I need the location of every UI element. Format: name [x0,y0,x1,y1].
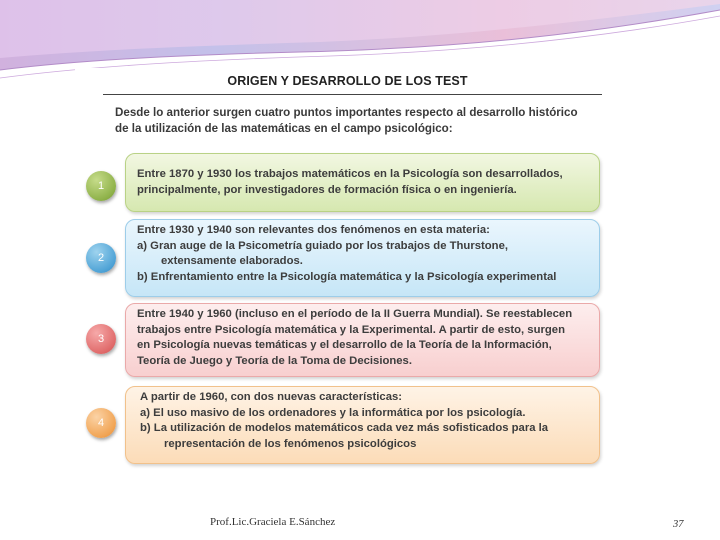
intro-text [115,105,615,137]
timeline-text-box [125,303,600,377]
title-underline [103,94,602,95]
timeline-text-box [125,219,600,297]
step-number-badge: 4 [86,408,116,438]
footer-author: Prof.Lic.Graciela E.Sánchez [210,516,336,528]
box-line: extensamente elaborados. [161,255,303,267]
timeline-text-box [125,386,600,464]
slide-title: ORIGEN Y DESARROLLO DE LOS TEST [227,74,468,88]
page-number: 37 [673,519,684,530]
box-line: a) Gran auge de la Psicometría guiado por los trabajos de Thurstone, [137,239,508,252]
box-line: Entre 1930 y 1940 son relevantes dos fenómenos en esta materia: [137,224,490,236]
intro-line: Desde lo anterior surgen cuatro puntos importantes respecto al desarrollo histórico [115,106,578,119]
box-line: b) Enfrentamiento entre la Psicología matemática y la Psicología experimental [137,270,557,283]
intro-line: de la utilización de las matemáticas en el campo psicológico: [115,122,453,135]
box-line: principalmente, por investigadores de formación física o en ingeniería. [137,183,517,196]
box-line: en Psicología nuevas temáticas y el desarrollo de la Teoría de la Información, [137,339,552,351]
box-line: b) La utilización de modelos matemáticos cada vez más sofisticados para la [140,422,549,434]
step-number-badge: 3 [86,324,116,354]
box-line: Teoría de Juego y Teoría de la Toma de Decisiones. [137,354,412,367]
box-line: trabajos entre Psicología matemática y la Experimental. A partir de esto, surgen [137,323,565,336]
box-line: Entre 1940 y 1960 (incluso en el período de la II Guerra Mundial). Se reestablecen [137,308,573,320]
slide-content-image [75,68,620,466]
timeline-text-box [125,153,600,212]
box-line: a) El uso masivo de los ordenadores y la informática por los psicología. [140,406,526,419]
step-number-badge: 2 [86,243,116,273]
box-line: A partir de 1960, con dos nuevas características: [140,391,403,403]
box-line: representación de los fenómenos psicológicos [164,437,417,450]
step-number-badge: 1 [86,171,116,201]
box-line: Entre 1870 y 1930 los trabajos matemáticos en la Psicología son desarrollados, [137,168,563,180]
